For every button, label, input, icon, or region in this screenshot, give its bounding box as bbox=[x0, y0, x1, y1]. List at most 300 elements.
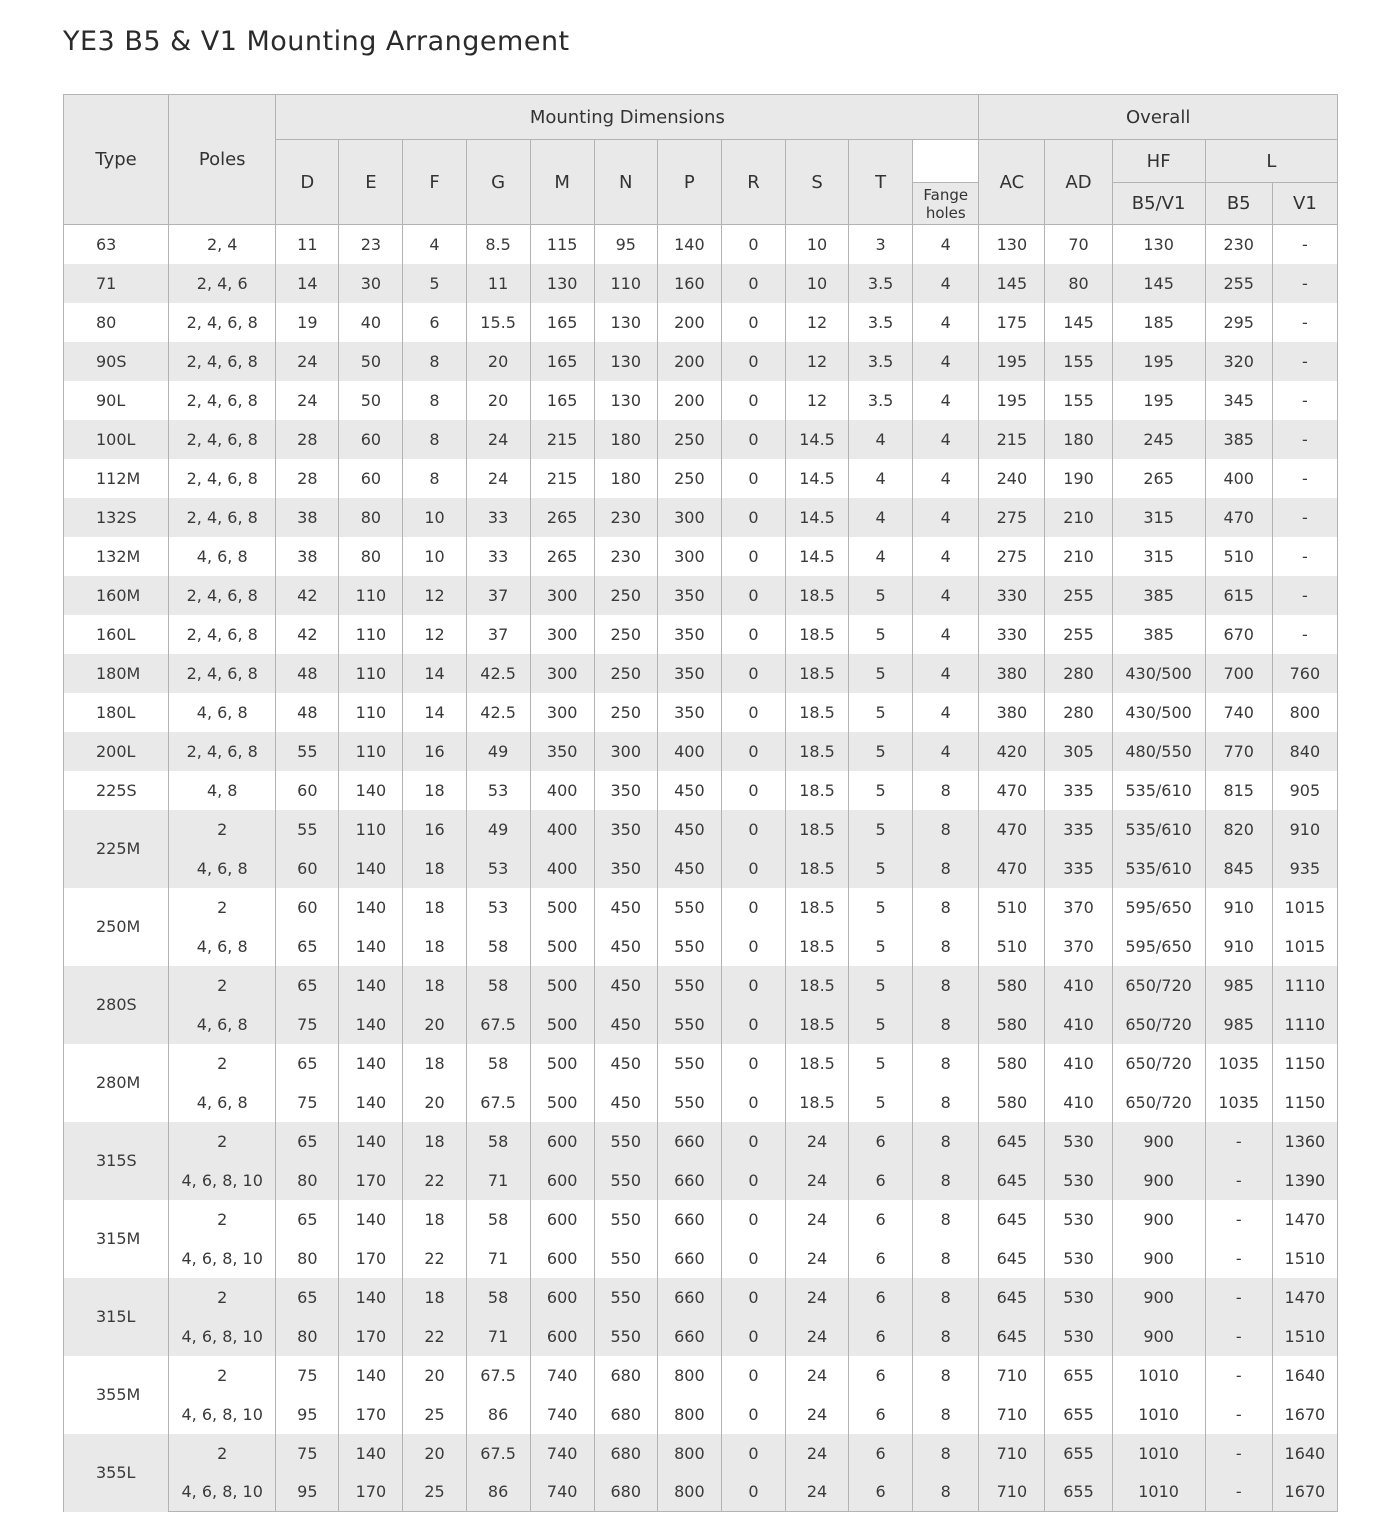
cell-p: 550 bbox=[657, 1044, 721, 1083]
cell-hf: 650/720 bbox=[1112, 966, 1205, 1005]
cell-e: 140 bbox=[339, 1122, 403, 1161]
cell-fange-holes: 4 bbox=[913, 303, 979, 342]
cell-f: 8 bbox=[403, 381, 466, 420]
cell-m: 130 bbox=[530, 264, 594, 303]
cell-r: 0 bbox=[721, 1044, 785, 1083]
cell-type: 200L bbox=[64, 732, 169, 771]
cell-e: 140 bbox=[339, 1278, 403, 1317]
cell-d: 38 bbox=[276, 498, 339, 537]
cell-fange-holes: 4 bbox=[913, 537, 979, 576]
col-p: P bbox=[657, 140, 721, 225]
cell-l-b5: 770 bbox=[1205, 732, 1272, 771]
cell-e: 110 bbox=[339, 615, 403, 654]
cell-l-b5: 320 bbox=[1205, 342, 1272, 381]
cell-poles: 4, 6, 8 bbox=[169, 1005, 276, 1044]
cell-n: 130 bbox=[594, 303, 657, 342]
cell-g: 15.5 bbox=[466, 303, 530, 342]
cell-m: 400 bbox=[530, 771, 594, 810]
cell-n: 130 bbox=[594, 381, 657, 420]
cell-t: 6 bbox=[849, 1122, 913, 1161]
cell-hf: 385 bbox=[1112, 615, 1205, 654]
cell-p: 350 bbox=[657, 693, 721, 732]
cell-e: 110 bbox=[339, 576, 403, 615]
cell-d: 42 bbox=[276, 576, 339, 615]
cell-e: 40 bbox=[339, 303, 403, 342]
col-d: D bbox=[276, 140, 339, 225]
table-row bbox=[64, 1239, 1338, 1278]
cell-hf: 195 bbox=[1112, 342, 1205, 381]
cell-fange-holes: 4 bbox=[913, 264, 979, 303]
cell-d: 65 bbox=[276, 927, 339, 966]
col-hf-b5v1: B5/V1 bbox=[1112, 183, 1205, 225]
cell-type: 225M bbox=[64, 810, 169, 888]
table-row bbox=[64, 654, 1338, 693]
cell-type: 315M bbox=[64, 1200, 169, 1278]
col-e: E bbox=[339, 140, 403, 225]
cell-r: 0 bbox=[721, 693, 785, 732]
cell-r: 0 bbox=[721, 1434, 785, 1473]
cell-l-b5: 470 bbox=[1205, 498, 1272, 537]
cell-l-b5: 700 bbox=[1205, 654, 1272, 693]
cell-s: 24 bbox=[786, 1434, 849, 1473]
cell-d: 60 bbox=[276, 888, 339, 927]
cell-hf: 900 bbox=[1112, 1122, 1205, 1161]
cell-e: 110 bbox=[339, 693, 403, 732]
cell-fange-holes: 8 bbox=[913, 1278, 979, 1317]
cell-l-v1: - bbox=[1272, 615, 1337, 654]
cell-p: 300 bbox=[657, 537, 721, 576]
cell-ad: 530 bbox=[1045, 1278, 1112, 1317]
cell-d: 19 bbox=[276, 303, 339, 342]
table-row bbox=[64, 732, 1338, 771]
cell-hf: 185 bbox=[1112, 303, 1205, 342]
cell-r: 0 bbox=[721, 498, 785, 537]
cell-l-b5: 815 bbox=[1205, 771, 1272, 810]
table-row bbox=[64, 1356, 1338, 1395]
cell-ad: 410 bbox=[1045, 966, 1112, 1005]
cell-hf: 245 bbox=[1112, 420, 1205, 459]
cell-g: 67.5 bbox=[466, 1083, 530, 1122]
cell-f: 22 bbox=[403, 1161, 466, 1200]
cell-g: 42.5 bbox=[466, 654, 530, 693]
cell-ac: 580 bbox=[979, 966, 1045, 1005]
cell-hf: 1010 bbox=[1112, 1395, 1205, 1434]
cell-ac: 710 bbox=[979, 1395, 1045, 1434]
cell-e: 110 bbox=[339, 732, 403, 771]
cell-g: 53 bbox=[466, 849, 530, 888]
cell-n: 350 bbox=[594, 849, 657, 888]
cell-t: 6 bbox=[849, 1473, 913, 1512]
cell-ac: 195 bbox=[979, 342, 1045, 381]
cell-s: 18.5 bbox=[786, 576, 849, 615]
cell-ad: 80 bbox=[1045, 264, 1112, 303]
cell-hf: 595/650 bbox=[1112, 888, 1205, 927]
cell-d: 48 bbox=[276, 693, 339, 732]
cell-poles: 2, 4, 6, 8 bbox=[169, 342, 276, 381]
cell-fange-holes: 8 bbox=[913, 810, 979, 849]
cell-l-b5: 345 bbox=[1205, 381, 1272, 420]
cell-d: 14 bbox=[276, 264, 339, 303]
cell-hf: 900 bbox=[1112, 1161, 1205, 1200]
cell-poles: 4, 6, 8 bbox=[169, 927, 276, 966]
cell-r: 0 bbox=[721, 537, 785, 576]
cell-r: 0 bbox=[721, 1278, 785, 1317]
cell-t: 5 bbox=[849, 1083, 913, 1122]
cell-n: 450 bbox=[594, 927, 657, 966]
cell-n: 680 bbox=[594, 1473, 657, 1512]
cell-p: 660 bbox=[657, 1317, 721, 1356]
cell-e: 140 bbox=[339, 1356, 403, 1395]
cell-l-b5: 1035 bbox=[1205, 1083, 1272, 1122]
cell-e: 170 bbox=[339, 1161, 403, 1200]
cell-l-b5: 510 bbox=[1205, 537, 1272, 576]
cell-fange-holes: 8 bbox=[913, 966, 979, 1005]
cell-fange-holes: 4 bbox=[913, 342, 979, 381]
cell-hf: 535/610 bbox=[1112, 771, 1205, 810]
cell-s: 18.5 bbox=[786, 966, 849, 1005]
cell-n: 450 bbox=[594, 1005, 657, 1044]
cell-s: 12 bbox=[786, 342, 849, 381]
cell-p: 300 bbox=[657, 498, 721, 537]
cell-poles: 2, 4, 6, 8 bbox=[169, 615, 276, 654]
cell-t: 3.5 bbox=[849, 303, 913, 342]
cell-r: 0 bbox=[721, 576, 785, 615]
cell-g: 37 bbox=[466, 615, 530, 654]
cell-s: 10 bbox=[786, 264, 849, 303]
cell-g: 58 bbox=[466, 927, 530, 966]
table-row bbox=[64, 576, 1338, 615]
col-poles: Poles bbox=[169, 95, 276, 225]
cell-ac: 275 bbox=[979, 498, 1045, 537]
cell-l-v1: 1360 bbox=[1272, 1122, 1337, 1161]
cell-l-v1: - bbox=[1272, 498, 1337, 537]
cell-s: 14.5 bbox=[786, 537, 849, 576]
cell-ad: 370 bbox=[1045, 927, 1112, 966]
cell-ad: 530 bbox=[1045, 1239, 1112, 1278]
cell-ac: 645 bbox=[979, 1317, 1045, 1356]
cell-d: 80 bbox=[276, 1317, 339, 1356]
cell-n: 300 bbox=[594, 732, 657, 771]
cell-l-b5: 985 bbox=[1205, 1005, 1272, 1044]
cell-l-v1: - bbox=[1272, 381, 1337, 420]
cell-hf: 1010 bbox=[1112, 1434, 1205, 1473]
cell-d: 75 bbox=[276, 1356, 339, 1395]
cell-g: 71 bbox=[466, 1317, 530, 1356]
cell-n: 180 bbox=[594, 459, 657, 498]
cell-l-v1: 1110 bbox=[1272, 1005, 1337, 1044]
cell-l-v1: 1390 bbox=[1272, 1161, 1337, 1200]
cell-p: 660 bbox=[657, 1161, 721, 1200]
cell-r: 0 bbox=[721, 1005, 785, 1044]
cell-s: 14.5 bbox=[786, 498, 849, 537]
cell-s: 18.5 bbox=[786, 1083, 849, 1122]
cell-poles: 2, 4, 6, 8 bbox=[169, 576, 276, 615]
cell-type: 250M bbox=[64, 888, 169, 966]
cell-e: 60 bbox=[339, 420, 403, 459]
cell-ad: 335 bbox=[1045, 849, 1112, 888]
cell-type: 315L bbox=[64, 1278, 169, 1356]
cell-m: 600 bbox=[530, 1122, 594, 1161]
cell-d: 65 bbox=[276, 966, 339, 1005]
cell-type: 225S bbox=[64, 771, 169, 810]
col-l-v1: V1 bbox=[1272, 183, 1337, 225]
cell-s: 18.5 bbox=[786, 849, 849, 888]
cell-type: 180M bbox=[64, 654, 169, 693]
cell-type: 160M bbox=[64, 576, 169, 615]
cell-d: 28 bbox=[276, 459, 339, 498]
cell-ad: 530 bbox=[1045, 1317, 1112, 1356]
cell-p: 660 bbox=[657, 1278, 721, 1317]
cell-e: 140 bbox=[339, 1434, 403, 1473]
cell-m: 500 bbox=[530, 966, 594, 1005]
cell-d: 11 bbox=[276, 225, 339, 264]
cell-g: 58 bbox=[466, 1044, 530, 1083]
cell-l-b5: 1035 bbox=[1205, 1044, 1272, 1083]
cell-ad: 370 bbox=[1045, 888, 1112, 927]
cell-r: 0 bbox=[721, 1200, 785, 1239]
cell-m: 600 bbox=[530, 1200, 594, 1239]
cell-hf: 385 bbox=[1112, 576, 1205, 615]
cell-l-v1: - bbox=[1272, 303, 1337, 342]
cell-m: 215 bbox=[530, 459, 594, 498]
cell-m: 265 bbox=[530, 537, 594, 576]
cell-p: 550 bbox=[657, 966, 721, 1005]
cell-type: 280M bbox=[64, 1044, 169, 1122]
cell-s: 24 bbox=[786, 1473, 849, 1512]
cell-d: 48 bbox=[276, 654, 339, 693]
cell-n: 250 bbox=[594, 693, 657, 732]
cell-t: 6 bbox=[849, 1239, 913, 1278]
cell-l-v1: 1670 bbox=[1272, 1395, 1337, 1434]
cell-l-v1: 760 bbox=[1272, 654, 1337, 693]
table-row bbox=[64, 1200, 1338, 1239]
cell-d: 42 bbox=[276, 615, 339, 654]
table-row bbox=[64, 693, 1338, 732]
cell-type: 90S bbox=[64, 342, 169, 381]
cell-fange-holes: 8 bbox=[913, 1473, 979, 1512]
cell-l-b5: - bbox=[1205, 1356, 1272, 1395]
cell-poles: 4, 6, 8, 10 bbox=[169, 1473, 276, 1512]
cell-type: 132M bbox=[64, 537, 169, 576]
col-g: G bbox=[466, 140, 530, 225]
cell-t: 5 bbox=[849, 1044, 913, 1083]
cell-r: 0 bbox=[721, 420, 785, 459]
cell-l-b5: 230 bbox=[1205, 225, 1272, 264]
cell-l-v1: - bbox=[1272, 459, 1337, 498]
col-fange-holes: Fange holes bbox=[913, 183, 979, 225]
cell-n: 450 bbox=[594, 888, 657, 927]
cell-l-v1: 1470 bbox=[1272, 1200, 1337, 1239]
cell-ac: 510 bbox=[979, 927, 1045, 966]
cell-l-b5: 910 bbox=[1205, 927, 1272, 966]
cell-type: 80 bbox=[64, 303, 169, 342]
cell-poles: 2 bbox=[169, 1434, 276, 1473]
cell-fange-holes: 4 bbox=[913, 420, 979, 459]
cell-fange-holes: 4 bbox=[913, 576, 979, 615]
cell-l-b5: - bbox=[1205, 1122, 1272, 1161]
cell-ac: 645 bbox=[979, 1239, 1045, 1278]
cell-g: 58 bbox=[466, 1122, 530, 1161]
cell-t: 6 bbox=[849, 1395, 913, 1434]
cell-ac: 240 bbox=[979, 459, 1045, 498]
cell-ac: 215 bbox=[979, 420, 1045, 459]
table-row bbox=[64, 927, 1338, 966]
cell-t: 5 bbox=[849, 966, 913, 1005]
cell-poles: 2 bbox=[169, 1278, 276, 1317]
cell-r: 0 bbox=[721, 303, 785, 342]
cell-e: 140 bbox=[339, 1200, 403, 1239]
cell-g: 49 bbox=[466, 732, 530, 771]
cell-type: 90L bbox=[64, 381, 169, 420]
cell-n: 450 bbox=[594, 966, 657, 1005]
cell-ac: 175 bbox=[979, 303, 1045, 342]
cell-ad: 335 bbox=[1045, 810, 1112, 849]
cell-hf: 900 bbox=[1112, 1317, 1205, 1356]
cell-e: 140 bbox=[339, 849, 403, 888]
table-row bbox=[64, 264, 1338, 303]
cell-ad: 335 bbox=[1045, 771, 1112, 810]
cell-p: 200 bbox=[657, 381, 721, 420]
cell-poles: 2 bbox=[169, 966, 276, 1005]
cell-poles: 4, 6, 8 bbox=[169, 537, 276, 576]
cell-ad: 255 bbox=[1045, 576, 1112, 615]
cell-hf: 1010 bbox=[1112, 1473, 1205, 1512]
cell-poles: 2, 4, 6, 8 bbox=[169, 459, 276, 498]
cell-l-v1: 1150 bbox=[1272, 1044, 1337, 1083]
cell-l-b5: 985 bbox=[1205, 966, 1272, 1005]
cell-d: 60 bbox=[276, 849, 339, 888]
cell-e: 80 bbox=[339, 537, 403, 576]
cell-ac: 130 bbox=[979, 225, 1045, 264]
table-row bbox=[64, 420, 1338, 459]
cell-poles: 2, 4, 6, 8 bbox=[169, 654, 276, 693]
cell-fange-holes: 8 bbox=[913, 1044, 979, 1083]
cell-e: 140 bbox=[339, 927, 403, 966]
cell-l-v1: - bbox=[1272, 537, 1337, 576]
cell-d: 75 bbox=[276, 1005, 339, 1044]
cell-t: 3.5 bbox=[849, 342, 913, 381]
cell-poles: 2 bbox=[169, 1044, 276, 1083]
cell-type: 280S bbox=[64, 966, 169, 1044]
cell-fange-holes: 4 bbox=[913, 693, 979, 732]
cell-f: 22 bbox=[403, 1239, 466, 1278]
cell-p: 660 bbox=[657, 1122, 721, 1161]
cell-r: 0 bbox=[721, 615, 785, 654]
cell-f: 25 bbox=[403, 1473, 466, 1512]
cell-g: 67.5 bbox=[466, 1356, 530, 1395]
cell-g: 49 bbox=[466, 810, 530, 849]
cell-ac: 470 bbox=[979, 810, 1045, 849]
cell-ad: 180 bbox=[1045, 420, 1112, 459]
table-row bbox=[64, 1083, 1338, 1122]
cell-poles: 2, 4, 6, 8 bbox=[169, 732, 276, 771]
cell-s: 24 bbox=[786, 1278, 849, 1317]
table-row bbox=[64, 303, 1338, 342]
cell-ac: 330 bbox=[979, 576, 1045, 615]
cell-p: 550 bbox=[657, 888, 721, 927]
table-row bbox=[64, 849, 1338, 888]
cell-t: 5 bbox=[849, 576, 913, 615]
cell-l-b5: 845 bbox=[1205, 849, 1272, 888]
cell-ac: 645 bbox=[979, 1122, 1045, 1161]
cell-fange-holes: 8 bbox=[913, 1395, 979, 1434]
cell-n: 550 bbox=[594, 1161, 657, 1200]
cell-ac: 275 bbox=[979, 537, 1045, 576]
cell-m: 115 bbox=[530, 225, 594, 264]
cell-ad: 530 bbox=[1045, 1122, 1112, 1161]
cell-s: 18.5 bbox=[786, 732, 849, 771]
cell-d: 95 bbox=[276, 1395, 339, 1434]
cell-d: 75 bbox=[276, 1083, 339, 1122]
cell-fange-holes: 4 bbox=[913, 615, 979, 654]
cell-poles: 2 bbox=[169, 1200, 276, 1239]
cell-l-v1: 935 bbox=[1272, 849, 1337, 888]
cell-hf: 430/500 bbox=[1112, 693, 1205, 732]
cell-poles: 4, 6, 8, 10 bbox=[169, 1161, 276, 1200]
cell-hf: 430/500 bbox=[1112, 654, 1205, 693]
cell-g: 71 bbox=[466, 1161, 530, 1200]
cell-p: 450 bbox=[657, 810, 721, 849]
cell-ac: 330 bbox=[979, 615, 1045, 654]
cell-m: 350 bbox=[530, 732, 594, 771]
cell-l-b5: - bbox=[1205, 1200, 1272, 1239]
table-row bbox=[64, 1317, 1338, 1356]
cell-poles: 2 bbox=[169, 810, 276, 849]
cell-l-b5: 400 bbox=[1205, 459, 1272, 498]
cell-l-v1: 1470 bbox=[1272, 1278, 1337, 1317]
cell-ad: 410 bbox=[1045, 1005, 1112, 1044]
cell-d: 80 bbox=[276, 1239, 339, 1278]
cell-p: 800 bbox=[657, 1395, 721, 1434]
cell-f: 22 bbox=[403, 1317, 466, 1356]
cell-n: 250 bbox=[594, 576, 657, 615]
cell-poles: 2 bbox=[169, 888, 276, 927]
cell-hf: 145 bbox=[1112, 264, 1205, 303]
cell-ac: 470 bbox=[979, 771, 1045, 810]
cell-l-b5: - bbox=[1205, 1278, 1272, 1317]
cell-m: 265 bbox=[530, 498, 594, 537]
page-title: YE3 B5 & V1 Mounting Arrangement bbox=[63, 26, 570, 57]
cell-g: 86 bbox=[466, 1473, 530, 1512]
cell-l-v1: 1510 bbox=[1272, 1239, 1337, 1278]
cell-m: 215 bbox=[530, 420, 594, 459]
cell-t: 5 bbox=[849, 732, 913, 771]
cell-ac: 580 bbox=[979, 1005, 1045, 1044]
cell-fange-holes: 8 bbox=[913, 849, 979, 888]
cell-d: 24 bbox=[276, 381, 339, 420]
cell-m: 740 bbox=[530, 1395, 594, 1434]
cell-f: 12 bbox=[403, 576, 466, 615]
cell-s: 24 bbox=[786, 1317, 849, 1356]
cell-r: 0 bbox=[721, 342, 785, 381]
cell-ad: 155 bbox=[1045, 342, 1112, 381]
cell-l-v1: - bbox=[1272, 420, 1337, 459]
cell-t: 3 bbox=[849, 225, 913, 264]
cell-fange-holes: 8 bbox=[913, 1239, 979, 1278]
cell-r: 0 bbox=[721, 732, 785, 771]
table-row bbox=[64, 537, 1338, 576]
cell-t: 6 bbox=[849, 1200, 913, 1239]
cell-l-b5: - bbox=[1205, 1395, 1272, 1434]
cell-l-v1: 1670 bbox=[1272, 1473, 1337, 1512]
cell-m: 500 bbox=[530, 1044, 594, 1083]
cell-ad: 655 bbox=[1045, 1395, 1112, 1434]
cell-p: 550 bbox=[657, 927, 721, 966]
col-ad: AD bbox=[1045, 140, 1112, 225]
cell-ac: 380 bbox=[979, 654, 1045, 693]
cell-fange-holes: 4 bbox=[913, 459, 979, 498]
cell-n: 450 bbox=[594, 1083, 657, 1122]
